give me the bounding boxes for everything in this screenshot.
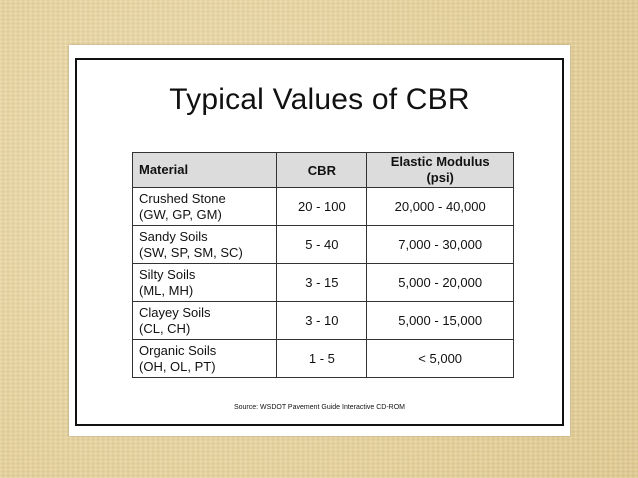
slide <box>69 45 570 436</box>
header-material: Material <box>133 153 277 188</box>
material-group: (GW, GP, GM) <box>139 206 222 222</box>
material-cell <box>133 264 277 302</box>
table-header-row <box>133 153 514 188</box>
header-elastic-modulus-line2: (psi) <box>426 170 454 185</box>
material-cell <box>133 302 277 340</box>
material-name: Silty Soils <box>139 266 196 282</box>
cbr-cell: 20 - 100 <box>277 188 367 226</box>
material-name: Crushed Stone <box>139 190 226 206</box>
cbr-cell: 5 - 40 <box>277 226 367 264</box>
material-name: Organic Soils <box>139 342 217 358</box>
table-row <box>133 188 514 226</box>
table-row <box>133 302 514 340</box>
material-name: Clayey Soils <box>139 304 211 320</box>
table-row <box>133 340 514 378</box>
material-group: (SW, SP, SM, SC) <box>139 244 243 260</box>
cbr-table <box>132 152 514 378</box>
material-group: (ML, MH) <box>139 282 194 298</box>
header-elastic-modulus-line1: Elastic Modulus <box>390 154 490 169</box>
material-name: Sandy Soils <box>139 228 208 244</box>
slide-title: Typical Values of CBR <box>169 83 470 116</box>
modulus-cell: 7,000 - 30,000 <box>367 226 514 264</box>
material-group: (OH, OL, PT) <box>139 358 216 374</box>
material-cell <box>133 226 277 264</box>
table-row <box>133 226 514 264</box>
cbr-cell: 3 - 15 <box>277 264 367 302</box>
header-elastic-modulus <box>367 153 514 188</box>
material-cell <box>133 340 277 378</box>
cbr-cell: 3 - 10 <box>277 302 367 340</box>
modulus-cell: < 5,000 <box>367 340 514 378</box>
material-group: (CL, CH) <box>139 320 191 336</box>
material-cell <box>133 188 277 226</box>
header-cbr: CBR <box>277 153 367 188</box>
modulus-cell: 5,000 - 15,000 <box>367 302 514 340</box>
modulus-cell: 20,000 - 40,000 <box>367 188 514 226</box>
modulus-cell: 5,000 - 20,000 <box>367 264 514 302</box>
table-row <box>133 264 514 302</box>
cbr-cell: 1 - 5 <box>277 340 367 378</box>
source-caption: Source: WSDOT Pavement Guide Interactive CD-ROM <box>233 404 406 411</box>
